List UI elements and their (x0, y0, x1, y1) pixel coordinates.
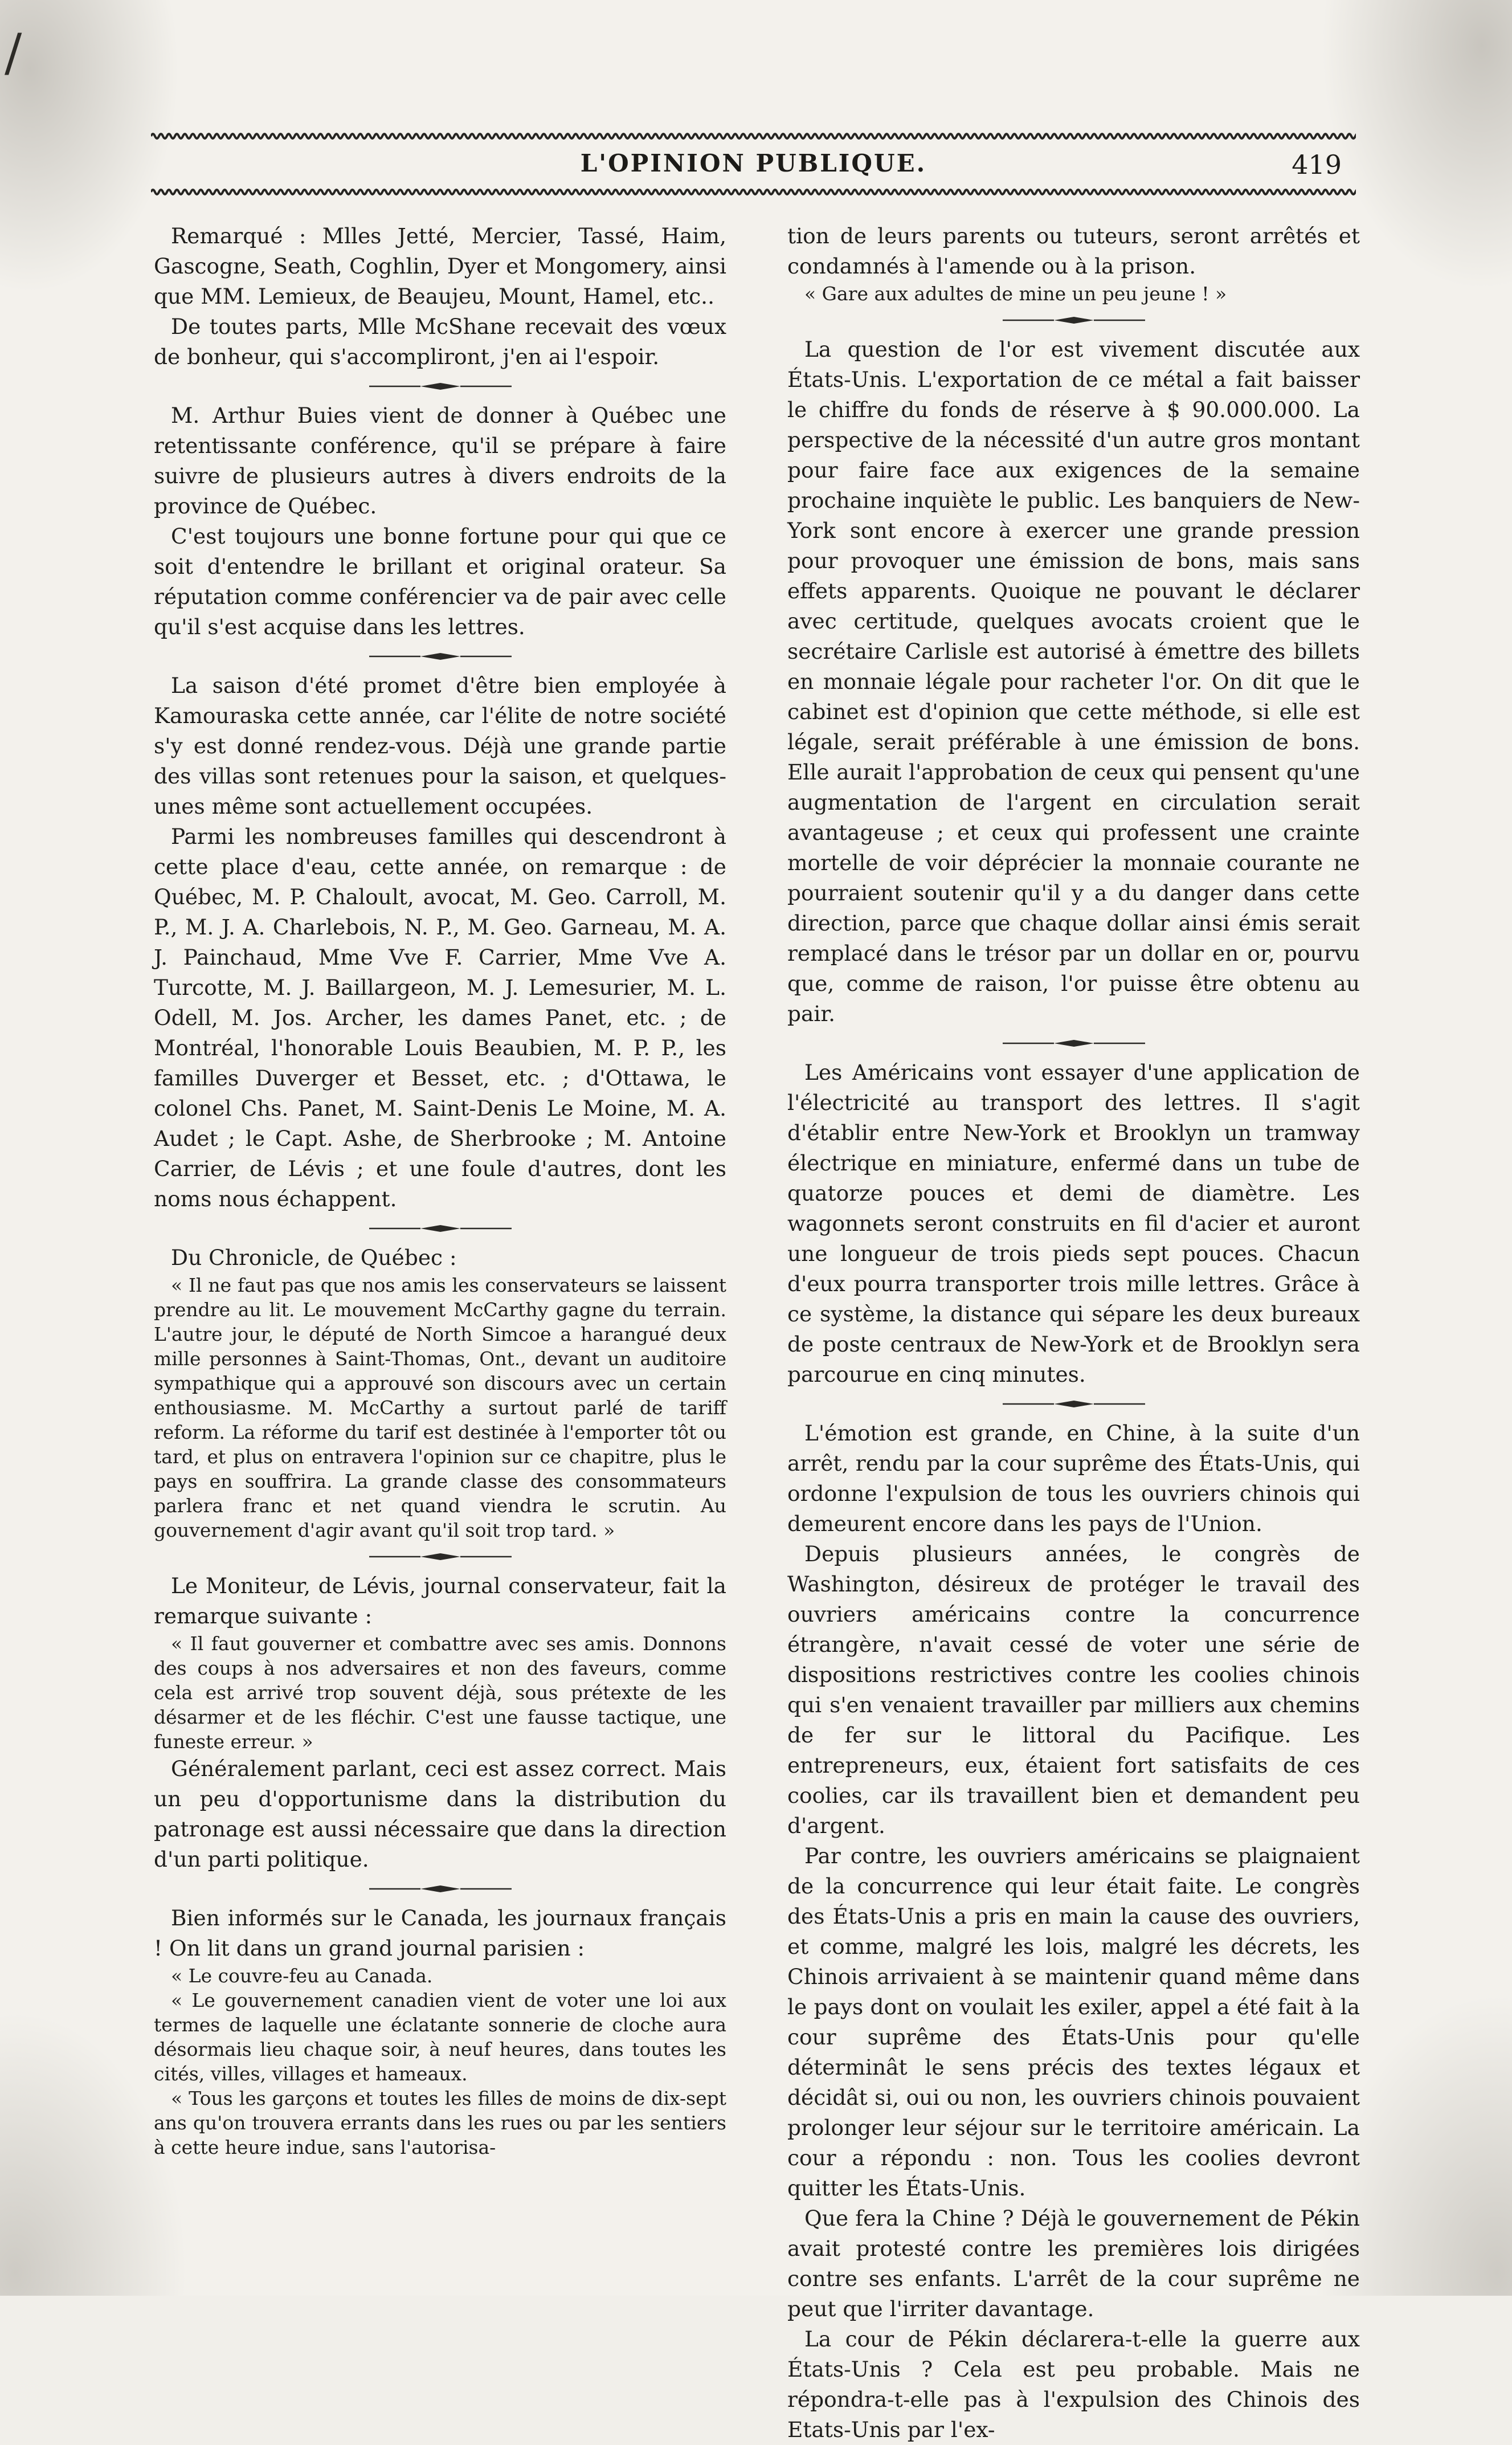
paragraph: Depuis plusieurs années, le congrès de Washington, désireux de protéger le travail des ouvriers américains contre la concurrence étrangère, n'avait cessé de voter une série de dispositions restrictives contre les coolies chinois qui s'en venaient travailler par milliers aux chemins de fer sur le littoral du Pacifique. Les entrepreneurs, eux, étaient fort satisfaits de ces coolies, car ils travaillent bien et demandent peu d'argent. (787, 1541, 1360, 1838)
paragraph: Remarqué : Mlles Jetté, Mercier, Tassé, Haim, Gascogne, Seath, Coghlin, Dyer et Mongomery, ainsi que MM. Lemieux, de Beaujeu, Mount, Hamel, etc.. (154, 223, 726, 309)
paragraph: De toutes parts, Mlle McShane recevait des vœux de bonheur, qui s'accompliront, j'en ai l'espoir. (154, 314, 726, 369)
page-header (151, 149, 1356, 183)
paragraph: Les Américains vont essayer d'une application de l'électricité au transport des lettres. Il s'agit d'établir entre New-York et Brooklyn un tramway électrique en miniature, enfermé dans un tube de quatorze pouces et demi de diamètre. Les wagonnets seront construits en fil d'acier et auront une longueur de trois pieds sept pouces. Chacun d'eux pourra transporter trois mille lettres. Grâce à ce système, la distance qui sépare les deux bureaux de poste centraux de New-York et de Brooklyn sera parcourue en cinq minutes. (787, 1060, 1360, 1387)
paragraph: tion de leurs parents ou tuteurs, seront arrêtés et condamnés à l'amende ou à la prison. (787, 223, 1360, 279)
section-divider (154, 1547, 726, 1566)
page-number: 419 (1292, 149, 1342, 180)
top-wavy-border (151, 130, 1356, 142)
paragraph: Par contre, les ouvriers américains se plaignaient de la concurrence qui leur était faite. Le congrès des États-Unis a pris en main la cause des ouvriers, et comme, malgré les lois, malgré les décrets, les Chinois arrivaient à se maintenir quand même dans le pays dont on voulait les exiler, appel a été fait à la cour suprême des États-Unis pour qu'elle déterminât le sens précis des textes légaux et décidât si, oui ou non, les ouvriers chinois pouvaient prolonger leur séjour sur le territoire américain. La cour a répondu : non. Tous les coolies devront quitter les États-Unis. (787, 1843, 1360, 2201)
paragraph: C'est toujours une bonne fortune pour qui que ce soit d'entendre le brillant et original orateur. Sa réputation comme conférencier va de pair avec celle qu'il s'est acquise dans les lettres. (154, 524, 726, 639)
paragraph: Que fera la Chine ? Déjà le gouvernement de Pékin avait protesté contre les premières lois dirigées contre ses enfants. L'arrêt de la cour suprême ne peut que l'irriter davantage. (787, 2206, 1360, 2321)
section-divider (787, 311, 1360, 330)
quoted-paragraph: « Il ne faut pas que nos amis les conservateurs se laissent prendre au lit. Le mouvement McCarthy gagne du terrain. L'autre jour, le député de North Simcoe a harangué deux mille personnes à Saint-Thomas, Ont., devant un auditoire sympathique qui a approuvé son discours avec un certain enthousiasme. M. McCarthy a surtout parlé de tariff reform. La réforme du tarif est destinée à l'emporter tôt ou tard, et plus on entravera l'opinion sur ce chapitre, plus le pays en souffrira. La grande classe des consommateurs parlera franc et net quand viendra le scrutin. Au gouvernement d'agir avant qu'il soit trop tard. » (154, 1274, 726, 1541)
paragraph: La saison d'été promet d'être bien employée à Kamouraska cette année, car l'élite de notre société s'y est donné rendez-vous. Déjà une grande partie des villas sont retenues pour la saison, et quelques-unes même sont actuellement occupées. (154, 673, 726, 819)
section-divider (154, 377, 726, 396)
publication-title: L'OPINION PUBLIQUE. (580, 149, 927, 177)
paragraph: La cour de Pékin déclarera-t-elle la guerre aux États-Unis ? Cela est peu probable. Mais ne répondra-t-elle pas à l'expulsion des Chinois des Etats-Unis par l'ex- (787, 2326, 1360, 2442)
paragraph: Parmi les nombreuses familles qui descendront à cette place d'eau, cette année, on remarque : de Québec, M. P. Chaloult, avocat, M. Geo. Carroll, M. P., M. J. A. Charlebois, N. P., M. Geo. Garneau, M. A. J. Painchaud, Mme Vve F. Carrier, Mme Vve A. Turcotte, M. J. Baillargeon, M. J. Lemesurier, M. L. Odell, M. Jos. Archer, les dames Panet, etc. ; de Montréal, l'honorable Louis Beaubien, M. P. P., les familles Duverger et Besset, etc. ; d'Ottawa, le colonel Chs. Panet, M. Saint-Denis Le Moine, M. A. Audet ; le Capt. Ashe, de Sherbrooke ; M. Antoine Carrier, de Lévis ; et une foule d'autres, dont les noms nous échappent. (154, 824, 726, 1211)
quoted-paragraph: « Le gouvernement canadien vient de voter une loi aux termes de laquelle une éclatante sonnerie de cloche aura désormais lieu chaque soir, à neuf heures, dans toutes les cités, villes, villages et hameaux. (154, 1989, 726, 2085)
header-wavy-border (151, 186, 1356, 198)
section-divider (787, 1394, 1360, 1414)
quoted-paragraph: « Gare aux adultes de mine un peu jeune ! » (804, 283, 1227, 305)
paragraph: La question de l'or est vivement discutée aux États-Unis. L'exportation de ce métal a fait baisser le chiffre du fonds de réserve à $ 90.000.000. La perspective de la nécessité d'un autre gros montant pour faire face aux exigences de la semaine prochaine inquiète le public. Les banquiers de New-York sont encore à exercer une grande pression pour provoquer une émission de bons, mais sans effets apparents. Quoique ne pouvant le déclarer avec certitude, quelques avocats croient que le secrétaire Carlisle est autorisé à émettre des billets en monnaie légale pour racheter l'or. On dit que le cabinet est d'opinion que cette méthode, si elle est légale, serait préférable à une émission de bons. Elle aurait l'approbation de ceux qui pensent qu'une augmentation de l'argent en circulation serait avantageuse ; et ceux qui professent une crainte mortelle de voir déprécier la monnaie courante ne pourraient soutenir qu'il y a du danger dans cette direction, parce que chaque dollar ainsi émis serait remplacé dans le trésor par un dollar en or, pourvu que, comme de raison, l'or puisse être obtenu au pair. (787, 337, 1360, 1026)
section-divider (154, 1879, 726, 1899)
quoted-paragraph: « Le couvre-feu au Canada. (171, 1965, 433, 1987)
left-column (154, 221, 726, 2160)
paragraph: Généralement parlant, ceci est assez correct. Mais un peu d'opportunisme dans la distribution du patronage est aussi nécessaire que dans la direction d'un parti politique. (154, 1756, 726, 1872)
right-column (787, 221, 1360, 2445)
quoted-paragraph: « Il faut gouverner et combattre avec ses amis. Donnons des coups à nos adversaires et non des faveurs, comme cela est arrivé trop souvent déjà, sous prétexte de les désarmer et de les fléchir. C'est une fausse tactique, une funeste erreur. » (154, 1632, 726, 1753)
paragraph: L'émotion est grande, en Chine, à la suite d'un arrêt, rendu par la cour suprême des États-Unis, qui ordonne l'expulsion de tous les ouvriers chinois qui demeurent encore dans les pays de l'Union. (787, 1421, 1360, 1536)
margin-scratch: / (5, 23, 22, 83)
paragraph: Le Moniteur, de Lévis, journal conservateur, fait la remarque suivante : (154, 1573, 726, 1628)
section-divider (154, 1219, 726, 1238)
paragraph: Bien informés sur le Canada, les journaux français ! On lit dans un grand journal parisien : (154, 1905, 726, 1961)
paragraph: M. Arthur Buies vient de donner à Québec une retentissante conférence, qu'il se prépare à faire suivre de plusieurs autres à divers endroits de la province de Québec. (154, 403, 726, 519)
section-divider (154, 647, 726, 666)
paragraph: Du Chronicle, de Québec : (171, 1245, 457, 1270)
quoted-paragraph: « Tous les garçons et toutes les filles de moins de dix-sept ans qu'on trouvera errants dans les rues ou par les sentiers à cette heure indue, sans l'autorisa- (154, 2087, 726, 2158)
section-divider (787, 1034, 1360, 1053)
